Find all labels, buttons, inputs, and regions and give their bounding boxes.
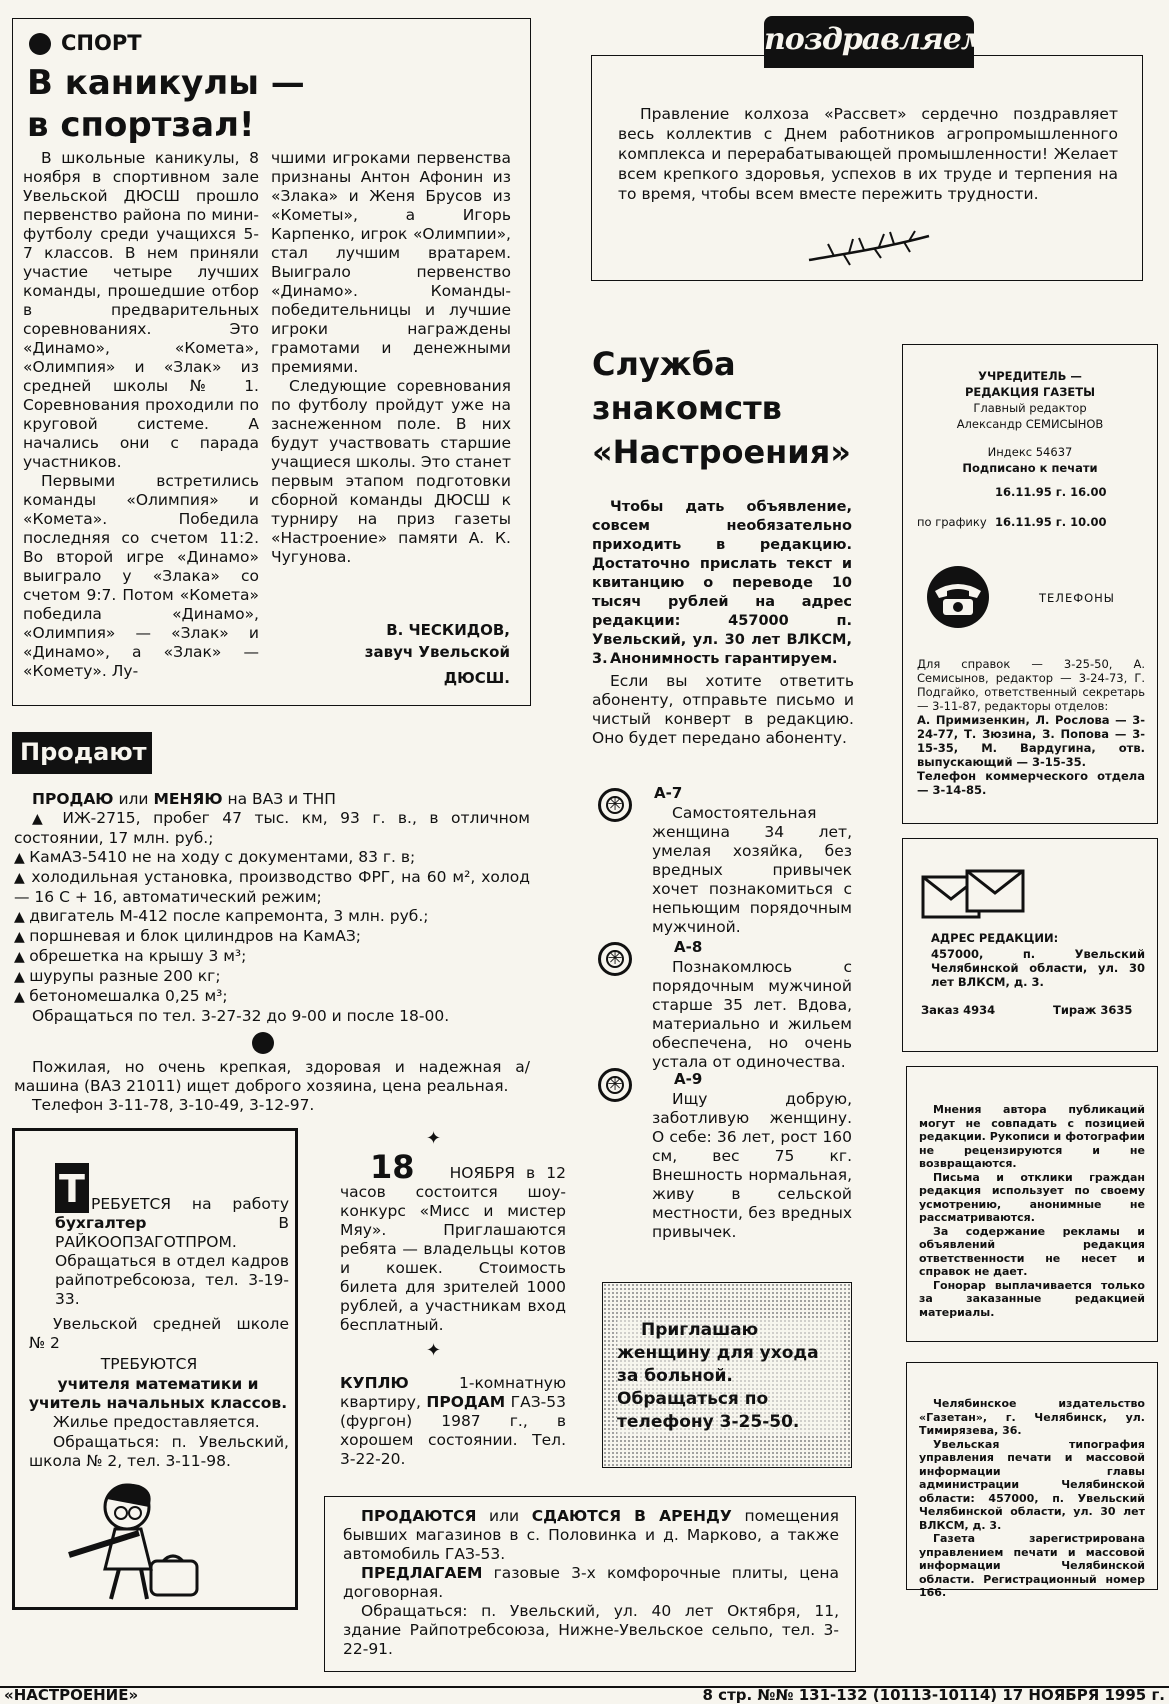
rent-text1: помещения бывших магазинов в с. Половинка и д. Марково, а также автомобиль ГАЗ-53. <box>343 1507 839 1563</box>
address-text: 457000, п. Увельский Челябинской области, ул. 30 лет ВЛКСМ, д. 3. <box>931 947 1145 989</box>
wheel-icon <box>598 788 632 822</box>
show-text <box>340 1148 566 1335</box>
dating-title-2: знакомств <box>592 389 782 427</box>
sport-bullet <box>29 33 51 55</box>
envelope-icon <box>921 867 1025 925</box>
ad-text-a8: Познакомлюсь с порядочным мужчиной старше 35 лет. Вдова, материально и жильем обеспечена, но очень устала от одиночества. <box>652 958 852 1071</box>
notice-p1: Мнения автора публикаций могут не совпадать с позицией редакции. Рукописи и фотографии не рецензируются и не возвращаются. <box>919 1103 1145 1170</box>
imprint-l1: УЧРЕДИТЕЛЬ — <box>978 369 1082 383</box>
bullet-separator <box>252 1032 274 1054</box>
sell-item: ▲ бетономешалка 0,25 м³; <box>14 987 530 1007</box>
sell-item: ▲ обрешетка на крышу 3 м³; <box>14 947 530 967</box>
sport-col1-p2: Первыми встретились команды «Олимпия» и «Комета». Победила последняя со счетом 11:2. Во второй игре «Динамо» выиграло у «Злака» со счетом 9:7. Потом «Комета» победила «Динамо», «Олимпия» — «Злак» и «Динамо», а «Злак» — «Комету». Лу- <box>23 472 259 680</box>
telephone-icon <box>921 565 995 633</box>
phones-text1: Для справок — 3-25-50, А. Семисынов, редактор — 3-24-73, Г. Подгайко, ответственный секретарь — 3-11-87, редакторы отделов: <box>917 657 1145 713</box>
jobs-address: Обращаться: п. Увельский, школа № 2, тел. 3-11-98. <box>29 1433 289 1470</box>
imprint-l7: 16.11.95 г. 16.00 <box>995 485 1107 499</box>
congrats-header-text: поздравляем <box>764 22 989 57</box>
jobs-box <box>12 1128 298 1610</box>
wheel-icon <box>598 942 632 976</box>
imprint-l4: Александр СЕМИСЫНОВ <box>956 417 1104 431</box>
car-ad-text: Пожилая, но очень крепкая, здоровая и надежная а/машина (ВАЗ 21011) ищет доброго хозяина, цена реальная. <box>14 1058 530 1095</box>
dating-anon: Анонимность гарантируем. <box>610 651 838 667</box>
notice-text <box>919 1103 1145 1319</box>
phones-text3: Телефон коммерческого отдела — 3-14-85. <box>917 769 1145 797</box>
rent-bold1: ПРОДАЮТСЯ <box>361 1507 477 1525</box>
printer-p3: Газета зарегистрирована управлением печати и массовой информации Челябинской области. Регистрационный номер 166. <box>919 1532 1145 1599</box>
sell-contact: Обращаться по тел. 3-27-32 до 9-00 и после 18-00. <box>32 1007 450 1025</box>
star-icon: ✦ <box>426 1340 442 1361</box>
sport-author-role: завуч Увельской <box>364 643 510 661</box>
notice-p2: Письма и отклики граждан редакция использует по своему усмотрению, анонимные не рассматриваются. <box>919 1170 1145 1224</box>
sell-item: ▲ ИЖ-2715, пробег 47 тыс. км, 93 г. в., в отличном состоянии, 17 млн. руб.; <box>14 809 530 848</box>
congrats-header <box>764 16 989 68</box>
imprint-l5: Индекс 54637 <box>987 445 1073 459</box>
address-order: Заказ 4934 <box>921 1003 996 1017</box>
buy-bold1: КУПЛЮ <box>340 1374 409 1392</box>
sport-title-line1: В каникулы — <box>27 63 305 103</box>
sell-lead <box>14 790 530 809</box>
address-title: АДРЕС РЕДАКЦИИ: <box>931 931 1059 945</box>
printer-text <box>919 1397 1145 1600</box>
imprint-l8a: по графику <box>917 515 987 529</box>
flower-branch-icon <box>804 228 934 272</box>
sport-col2-p2: Следующие соревнования по футболу пройдут уже на заснеженном поле. В них будут участвовать старшие учащиеся школы. Это станет первым этапом подготовки сборной команды ДЮСШ к турниру на приз газеты «Настроение» памяти А. К. Чугунова. <box>271 377 511 566</box>
show-day: 18 <box>370 1148 415 1186</box>
sport-col1 <box>23 149 259 681</box>
sport-article <box>12 18 531 706</box>
imprint-l6: Подписано к печати <box>962 461 1098 475</box>
buy-bold2: ПРОДАМ <box>426 1393 506 1411</box>
jobs-text1-tail: В РАЙКООПЗАГОТПРОМ. Обращаться в отдел кадров райпотребсоюза, тел. 3-19-33. <box>55 1214 289 1308</box>
buy-text1: 1-комнатную квартиру, <box>340 1374 566 1411</box>
ad-text-a9: Ищу добрую, заботливую женщину. О себе: 36 лет, рост 160 см, вес 75 кг. Внешность нормальная, живу в сельской местности, без вредных привычек. <box>652 1090 852 1241</box>
buy-ad <box>340 1374 566 1469</box>
care-text: Приглашаю женщину для ухода за больной. Обращаться по телефону 3-25-50. <box>617 1319 843 1434</box>
jobs-text1-rest: РЕБУЕТСЯ на работу <box>91 1195 289 1213</box>
sell-header-text: Продают <box>20 738 147 766</box>
dating-intro: Чтобы дать объявление, совсем необязательно приходить в редакцию. Достаточно прислать текст и квитанцию о переводе 10 тысяч рублей на адрес редакции: 457000 п. Увельский, ул. 30 лет ВЛКСМ, 3. <box>592 499 852 667</box>
printer-p2: Увельская типография управления печати и массовой информации главы администрации Челябинской области: 457000, п. Увельский Челябинской области, ул. 30 лет ВЛКСМ, д. 3. <box>919 1437 1145 1532</box>
sport-col2 <box>271 149 511 567</box>
jobs-school: Увельской средней школе № 2 <box>29 1315 289 1352</box>
sport-section-label: СПОРТ <box>61 31 142 55</box>
rent-text2: газовые 3-х комфорочные плиты, цена договорная. <box>343 1564 839 1601</box>
imprint-l8b: 16.11.95 г. 10.00 <box>995 515 1107 529</box>
sport-col2-p1: чшими игроками первенства признаны Антон Афонин из «Злака» и Женя Брусов из «Кометы», а Игорь Карпенко, игрок «Олимпии», стал лучшим вратарем. Выиграло первенство «Динамо». Команды-победительницы и лучшие игроки награждены грамотами и денежными премиями. <box>271 149 511 376</box>
sport-title-line2: в спортзал! <box>27 105 255 145</box>
rent-p2 <box>343 1564 839 1602</box>
rent-mid: или <box>476 1507 532 1525</box>
dating-reply: Если вы хотите ответить абоненту, отправьте письмо и чистый конверт в редакцию. Оно будет передано абоненту. <box>592 672 854 747</box>
ad-code-a9: А-9 <box>674 1070 703 1088</box>
sell-item: ▲ КамАЗ-5410 не на ходу с документами, 83 г. в; <box>14 848 530 868</box>
buy-text2: ГАЗ-53 (фургон) 1987 г., в хорошем состоянии. Тел. 3-22-20. <box>340 1393 566 1468</box>
sell-header <box>12 732 152 774</box>
dating-title-3: «Настроения» <box>592 433 851 471</box>
care-box <box>602 1282 852 1468</box>
car-ad <box>14 1058 530 1115</box>
notice-box <box>906 1066 1158 1342</box>
jobs-teachers: учителя математики и учитель начальных классов. <box>28 1375 288 1412</box>
notice-p4: Гонорар выплачивается только за заказанные редакцией материалы. <box>919 1278 1145 1319</box>
show-month: НОЯБРЯ <box>449 1164 515 1182</box>
jobs-text1 <box>55 1195 289 1309</box>
address-run: Тираж 3635 <box>1053 1003 1133 1017</box>
ad-code-a7: А-7 <box>654 784 683 802</box>
sell-item: ▲ холодильная установка, производство ФРГ, на 60 м², холод — 16 С + 16, автоматический режим; <box>14 868 530 907</box>
sell-lead-rest: на ВАЗ и ТНП <box>222 790 336 808</box>
notice-p3: За содержание рекламы и объявлений редакция ответственности не несет и справок не дает. <box>919 1224 1145 1278</box>
dating-title-1: Служба <box>592 345 736 383</box>
rent-p1 <box>343 1507 839 1564</box>
imprint-box <box>902 344 1158 824</box>
ad-text-a7: Самостоятельная женщина 34 лет, умелая хозяйка, без вредных привычек хочет познакомиться с непьющим порядочным мужчиной. <box>652 804 852 936</box>
jobs-text1-bold: бухгалтер <box>55 1214 147 1232</box>
car-ad-phone: Телефон 3-11-78, 3-10-49, 3-12-97. <box>32 1096 315 1114</box>
sell-lead-bold2: МЕНЯЮ <box>153 790 223 808</box>
jobs-required: ТРЕБУЮТСЯ <box>100 1355 198 1373</box>
phones-text2: А. Примизенкин, Л. Рослова — 3-24-77, Т. Зюзина, З. Попова — 3-15-35, М. Вардугина, отв. выпускающий — 3-15-35. <box>917 713 1145 769</box>
jobs-housing: Жилье предоставляется. <box>53 1413 260 1431</box>
show-block <box>340 1148 566 1335</box>
show-body: в 12 часов состоится шоу-конкурс «Мисс и мистер Мяу». Приглашаются ребята — владельцы котов и кошек. Стоимость билета для зрителей 1000 рублей, а участникам вход бесплатный. <box>340 1164 566 1334</box>
printer-p1: Челябинское издательство «Газетан», г. Челябинск, ул. Тимирязева, 36. <box>919 1397 1145 1437</box>
sport-author: В. ЧЕСКИДОВ, <box>386 621 510 639</box>
footer-paper-name: «НАСТРОЕНИЕ» <box>4 1686 139 1704</box>
address-box <box>902 838 1158 1052</box>
rent-box <box>324 1496 856 1672</box>
sell-block <box>14 790 530 1026</box>
imprint-l3: Главный редактор <box>973 401 1087 415</box>
printer-box <box>906 1362 1158 1599</box>
congrats-box <box>591 22 1143 281</box>
schoolboy-illustration-icon <box>65 1481 205 1609</box>
rent-bold2: СДАЮТСЯ В АРЕНДУ <box>531 1507 732 1525</box>
sell-item: ▲ шурупы разные 200 кг; <box>14 967 530 987</box>
congrats-text: Правление колхоза «Рассвет» сердечно поздравляет весь коллектив с Днем работников агропромышленного комплекса и перерабатывающей промышленности! Желает всем крепкого здоровья, успехов в их труде и терпения на то время, чтобы всем вместе пережить трудности. <box>618 105 1118 203</box>
footer-issue: 8 стр. №№ 131-132 (10113-10114) 17 НОЯБРЯ 1995 г. <box>702 1686 1165 1704</box>
imprint-l2: РЕДАКЦИЯ ГАЗЕТЫ <box>965 385 1095 399</box>
rent-body <box>343 1507 839 1659</box>
phones-title: ТЕЛЕФОНЫ <box>1039 591 1115 605</box>
rent-bold3: ПРЕДЛАГАЕМ <box>361 1564 483 1582</box>
sell-item: ▲ поршневая и блок цилиндров на КамАЗ; <box>14 927 530 947</box>
sell-items <box>14 809 530 1007</box>
drop-cap-letter: Т <box>59 1167 85 1211</box>
sport-col1-p1: В школьные каникулы, 8 ноября в спортивном зале Увельской ДЮСШ прошло первенство района по мини-футболу среди учащихся 5-7 классов. В нем приняли участие четыре лучших команды, прошедшие отбор в предварительных соревнованиях. Это «Динамо», «Комета», «Олимпия» и «Злак» из средней школы № 1. Соревнования проходили по круговой системе. А начались они с парада участников. <box>23 149 259 471</box>
sport-author-org: ДЮСШ. <box>443 669 510 687</box>
rent-address: Обращаться: п. Увельский, ул. 40 лет Октября, 11, здание Райпотребсоюза, Нижне-Увельское сельпо, тел. 3-22-91. <box>343 1602 839 1658</box>
sell-lead-bold1: ПРОДАЮ <box>32 790 114 808</box>
wheel-icon <box>598 1068 632 1102</box>
ad-code-a8: А-8 <box>674 938 703 956</box>
sell-item: ▲ двигатель М-412 после капремонта, 3 млн. руб.; <box>14 907 530 927</box>
star-icon: ✦ <box>426 1128 442 1149</box>
sell-lead-mid: или <box>113 790 154 808</box>
